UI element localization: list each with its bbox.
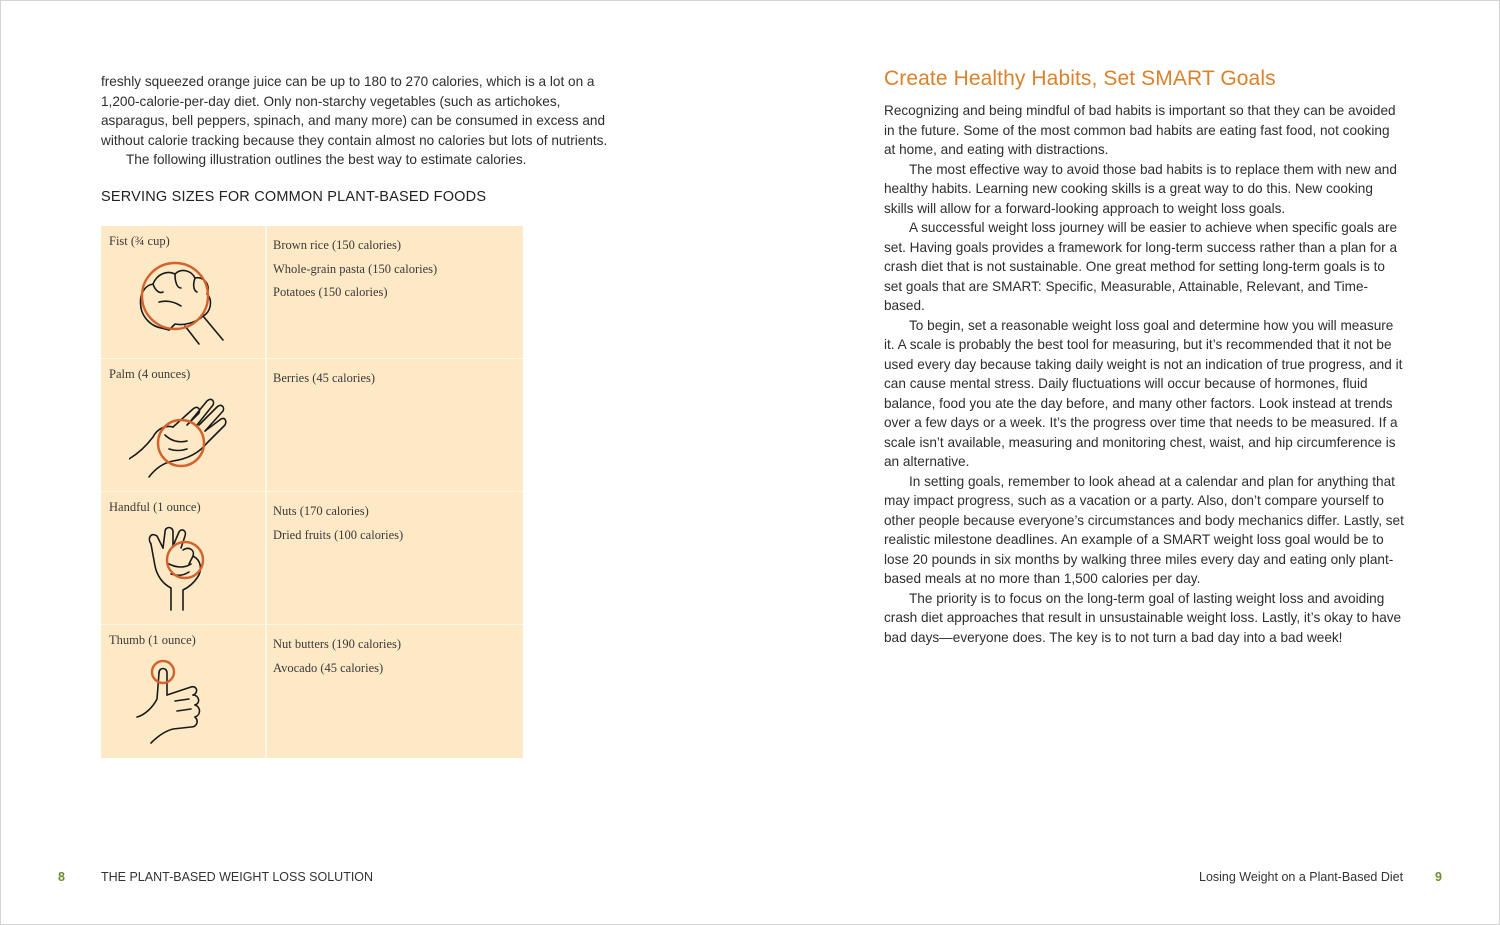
palm-icon: [129, 389, 229, 484]
table-heading: SERVING SIZES FOR COMMON PLANT-BASED FOODS: [101, 189, 487, 205]
food-list: [273, 500, 403, 547]
food-item: Nuts (170 calories): [273, 504, 369, 518]
paragraph: freshly squeezed orange juice can be up to 180 to 270 calories, which is a lot on a 1,200-calorie-per-day diet. Only non-starchy vegetables (such as artichokes, asparagus, bell peppers, spinach, and many more) can be consumed in excess and without calorie tracking because they contain almost no calories but lots of nutrients.: [101, 74, 608, 148]
paragraph: The following illustration outlines the best way to estimate calories.: [126, 152, 527, 167]
food-list: [273, 367, 375, 391]
paragraph: The most effective way to avoid those bad habits is to replace them with new and healthy habits. Learning new cooking skills is a great way to do this. New cooking skills will allow for a forward-looking approach to weight loss goals.: [884, 161, 1397, 216]
fist-icon: [129, 256, 229, 351]
food-item: Whole-grain pasta (150 calories): [273, 261, 438, 276]
paragraph: To begin, set a reasonable weight loss goal and determine how you will measure it. A scale is probably the best tool for measuring, but it’s recommended that it not be used every day because taking daily weight is not an indication of true progress, and it can cause mental stress. Daily fluctuations will occur because of hormones, fluid balance, food you ate the day before, and many other factors. Look instead at trends over a few days or a week. It’s the progress over time that needs to be measured. If a scale isn’t available, measuring and monitoring chest, waist, and hip circumference is an alternative.: [884, 317, 1403, 469]
paragraph: Recognizing and being mindful of bad habits is important so that they can be avoided in the future. Some of the most common bad habits are eating fast food, not cooking at home, and eating with distractions.: [884, 103, 1396, 157]
measure-label: Thumb (1 ounce): [109, 633, 196, 647]
page-number: 8: [58, 870, 65, 884]
food-item: Nut butters (190 calories): [273, 637, 402, 651]
food-list: [273, 633, 401, 680]
measure-label: Fist (¾ cup): [109, 234, 170, 248]
measure-label: Palm (4 ounces): [109, 367, 191, 381]
food-item: Avocado (45 calories): [273, 660, 384, 675]
running-head: THE PLANT-BASED WEIGHT LOSS SOLUTION: [101, 870, 374, 884]
left-page: [1, 1, 751, 925]
table-row: [101, 492, 523, 625]
left-body-text: [101, 72, 621, 170]
running-head: Losing Weight on a Plant-Based Diet: [1199, 870, 1404, 884]
page-number: 9: [1435, 870, 1442, 884]
right-page: [751, 1, 1500, 925]
food-item: Berries (45 calories): [273, 371, 376, 385]
paragraph: In setting goals, remember to look ahead at a calendar and plan for anything that may impact progress, such as a vacation or a party. Also, don’t compare yourself to other people because everyone’s circumstances and body mechanics differ. Lastly, set realistic milestone deadlines. An example of a SMART weight loss goal would be to lose 20 pounds in six months by walking three miles every day and eating only plant-based meals at no more than 1,500 calories per day.: [884, 473, 1404, 586]
table-row: [101, 625, 523, 758]
serving-size-table: [101, 226, 523, 758]
table-row: [101, 359, 523, 492]
right-body-text: [884, 101, 1404, 647]
food-item: Brown rice (150 calories): [273, 238, 402, 252]
food-item: Dried fruits (100 calories): [273, 527, 404, 542]
paragraph: The priority is to focus on the long-term goal of lasting weight loss and avoiding crash diet approaches that result in unsustainable weight loss. Lastly, it’s okay to have bad days—everyone does. The key is to not turn a bad day into a bad week!: [884, 590, 1402, 645]
measure-label: Handful (1 ounce): [109, 500, 201, 514]
handful-icon: [129, 522, 229, 617]
food-list: [273, 234, 437, 305]
food-item: Potatoes (150 calories): [273, 285, 388, 299]
thumb-icon: [129, 655, 229, 750]
paragraph: A successful weight loss journey will be easier to achieve when specific goals are set. Having goals provides a framework for long-term success rather than a plan for a crash diet that is not sustainable. One great method for setting long-term goals is to set goals that are SMART: Specific, Measurable, Attainable, Relevant, and Time-based.: [884, 220, 1398, 313]
table-row: [101, 226, 523, 359]
section-title: Create Healthy Habits, Set SMART Goals: [884, 67, 1276, 90]
